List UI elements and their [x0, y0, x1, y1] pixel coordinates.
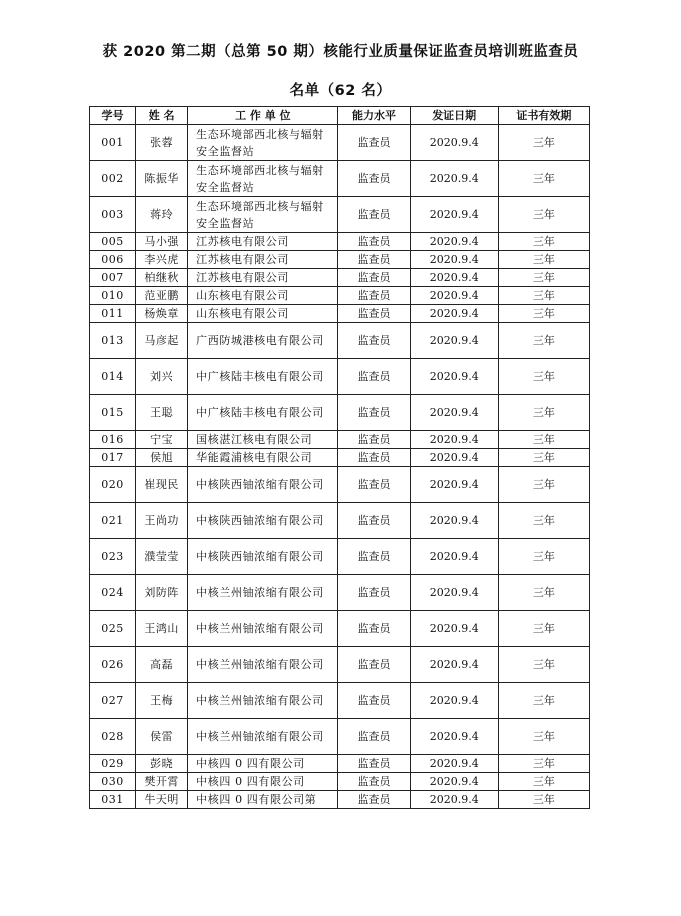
cell-name: 李兴虎 — [136, 251, 188, 269]
cell-name: 高磊 — [136, 647, 188, 683]
cell-validity: 三年 — [498, 125, 589, 161]
cell-level: 监查员 — [338, 755, 410, 773]
table-header-row — [90, 107, 590, 125]
table-row — [90, 251, 590, 269]
cell-date: 2020.9.4 — [410, 323, 498, 359]
cell-validity: 三年 — [498, 611, 589, 647]
col-header-id: 学号 — [90, 107, 136, 125]
cell-unit: 中核四 0 四有限公司第 — [188, 791, 338, 809]
cell-validity: 三年 — [498, 233, 589, 251]
col-header-name: 姓 名 — [136, 107, 188, 125]
cell-unit: 中核陕西铀浓缩有限公司 — [188, 467, 338, 503]
cell-validity: 三年 — [498, 683, 589, 719]
cell-id: 028 — [90, 719, 136, 755]
cell-level: 监查员 — [338, 287, 410, 305]
cell-id: 029 — [90, 755, 136, 773]
cell-date: 2020.9.4 — [410, 395, 498, 431]
cell-validity: 三年 — [498, 287, 589, 305]
cell-level: 监查员 — [338, 467, 410, 503]
cell-unit: 广西防城港核电有限公司 — [188, 323, 338, 359]
cell-id: 020 — [90, 467, 136, 503]
cell-level: 监查员 — [338, 323, 410, 359]
cell-date: 2020.9.4 — [410, 719, 498, 755]
cell-id: 007 — [90, 269, 136, 287]
cell-id: 017 — [90, 449, 136, 467]
cell-level: 监查员 — [338, 773, 410, 791]
cell-unit: 中核兰州铀浓缩有限公司 — [188, 575, 338, 611]
cell-date: 2020.9.4 — [410, 755, 498, 773]
cell-validity: 三年 — [498, 719, 589, 755]
cell-date: 2020.9.4 — [410, 683, 498, 719]
cell-id: 005 — [90, 233, 136, 251]
cell-id: 014 — [90, 359, 136, 395]
cell-name: 柏继秋 — [136, 269, 188, 287]
cell-date: 2020.9.4 — [410, 431, 498, 449]
cell-validity: 三年 — [498, 647, 589, 683]
cell-validity: 三年 — [498, 539, 589, 575]
cell-level: 监查员 — [338, 539, 410, 575]
col-header-date: 发证日期 — [410, 107, 498, 125]
cell-id: 011 — [90, 305, 136, 323]
cell-name: 王尚功 — [136, 503, 188, 539]
cell-validity: 三年 — [498, 575, 589, 611]
cell-name: 陈振华 — [136, 161, 188, 197]
cell-unit: 中核陕西铀浓缩有限公司 — [188, 539, 338, 575]
cell-date: 2020.9.4 — [410, 773, 498, 791]
cell-unit: 国核湛江核电有限公司 — [188, 431, 338, 449]
cell-name: 侯旭 — [136, 449, 188, 467]
cell-validity: 三年 — [498, 791, 589, 809]
cell-id: 002 — [90, 161, 136, 197]
cell-name: 杨焕章 — [136, 305, 188, 323]
cell-name: 崔现民 — [136, 467, 188, 503]
cell-validity: 三年 — [498, 467, 589, 503]
cell-id: 031 — [90, 791, 136, 809]
col-header-level: 能力水平 — [338, 107, 410, 125]
cell-id: 024 — [90, 575, 136, 611]
cell-name: 范亚鹏 — [136, 287, 188, 305]
cell-date: 2020.9.4 — [410, 287, 498, 305]
cell-name: 蒋玲 — [136, 197, 188, 233]
cell-name: 宁宝 — [136, 431, 188, 449]
cell-level: 监查员 — [338, 359, 410, 395]
cell-date: 2020.9.4 — [410, 449, 498, 467]
cell-date: 2020.9.4 — [410, 251, 498, 269]
cell-date: 2020.9.4 — [410, 467, 498, 503]
cell-validity: 三年 — [498, 305, 589, 323]
cell-name: 张蓉 — [136, 125, 188, 161]
cell-date: 2020.9.4 — [410, 359, 498, 395]
cell-id: 016 — [90, 431, 136, 449]
cell-id: 025 — [90, 611, 136, 647]
cell-unit: 中核兰州铀浓缩有限公司 — [188, 647, 338, 683]
cell-name: 王梅 — [136, 683, 188, 719]
cell-id: 030 — [90, 773, 136, 791]
cell-unit: 山东核电有限公司 — [188, 305, 338, 323]
table-row — [90, 125, 590, 161]
cell-level: 监查员 — [338, 449, 410, 467]
cell-name: 马小强 — [136, 233, 188, 251]
cell-name: 王聪 — [136, 395, 188, 431]
cell-id: 006 — [90, 251, 136, 269]
table-row — [90, 773, 590, 791]
cell-name: 刘防阵 — [136, 575, 188, 611]
cell-name: 马彦起 — [136, 323, 188, 359]
page-title: 获 2020 第二期（总第 50 期）核能行业质量保证监查员培训班监查员 — [102, 44, 579, 60]
cell-id: 021 — [90, 503, 136, 539]
cell-date: 2020.9.4 — [410, 791, 498, 809]
page-subtitle: 名单（62 名） — [289, 83, 392, 99]
table-row — [90, 467, 590, 503]
table-row — [90, 791, 590, 809]
cell-date: 2020.9.4 — [410, 269, 498, 287]
cell-id: 010 — [90, 287, 136, 305]
cell-validity: 三年 — [498, 251, 589, 269]
table-row — [90, 269, 590, 287]
cell-validity: 三年 — [498, 503, 589, 539]
cell-id: 001 — [90, 125, 136, 161]
col-header-validity: 证书有效期 — [498, 107, 589, 125]
cell-level: 监查员 — [338, 125, 410, 161]
cell-validity: 三年 — [498, 161, 589, 197]
cell-date: 2020.9.4 — [410, 197, 498, 233]
cell-level: 监查员 — [338, 431, 410, 449]
cell-id: 013 — [90, 323, 136, 359]
table-row — [90, 755, 590, 773]
cell-id: 023 — [90, 539, 136, 575]
table-row — [90, 161, 590, 197]
cell-level: 监查员 — [338, 197, 410, 233]
cell-date: 2020.9.4 — [410, 305, 498, 323]
cell-unit: 江苏核电有限公司 — [188, 233, 338, 251]
table-row — [90, 683, 590, 719]
cell-validity: 三年 — [498, 269, 589, 287]
cell-validity: 三年 — [498, 323, 589, 359]
cell-unit: 中核陕西铀浓缩有限公司 — [188, 503, 338, 539]
cell-unit: 中核兰州铀浓缩有限公司 — [188, 611, 338, 647]
cell-date: 2020.9.4 — [410, 161, 498, 197]
cell-id: 015 — [90, 395, 136, 431]
cell-level: 监查员 — [338, 611, 410, 647]
table-row — [90, 197, 590, 233]
table-row — [90, 305, 590, 323]
cell-date: 2020.9.4 — [410, 125, 498, 161]
cell-name: 濮莹莹 — [136, 539, 188, 575]
cell-unit: 华能霞浦核电有限公司 — [188, 449, 338, 467]
cell-unit: 中广核陆丰核电有限公司 — [188, 395, 338, 431]
cell-level: 监查员 — [338, 719, 410, 755]
cell-validity: 三年 — [498, 431, 589, 449]
cell-name: 王鸿山 — [136, 611, 188, 647]
table-row — [90, 323, 590, 359]
cell-date: 2020.9.4 — [410, 575, 498, 611]
cell-id: 026 — [90, 647, 136, 683]
cell-level: 监查员 — [338, 161, 410, 197]
cell-unit: 生态环境部西北核与辐射安全监督站 — [188, 125, 338, 161]
table-row — [90, 539, 590, 575]
cell-validity: 三年 — [498, 449, 589, 467]
cell-unit: 山东核电有限公司 — [188, 287, 338, 305]
cell-unit: 中核四 0 四有限公司 — [188, 773, 338, 791]
cell-level: 监查员 — [338, 395, 410, 431]
cell-name: 彭晓 — [136, 755, 188, 773]
table-row — [90, 503, 590, 539]
cell-level: 监查员 — [338, 683, 410, 719]
cell-date: 2020.9.4 — [410, 503, 498, 539]
table-row — [90, 719, 590, 755]
cell-unit: 生态环境部西北核与辐射安全监督站 — [188, 197, 338, 233]
roster-table — [89, 106, 590, 809]
cell-validity: 三年 — [498, 359, 589, 395]
table-row — [90, 233, 590, 251]
cell-date: 2020.9.4 — [410, 611, 498, 647]
cell-date: 2020.9.4 — [410, 233, 498, 251]
table-row — [90, 431, 590, 449]
cell-unit: 中核兰州铀浓缩有限公司 — [188, 719, 338, 755]
table-row — [90, 575, 590, 611]
table-row — [90, 359, 590, 395]
cell-unit: 生态环境部西北核与辐射安全监督站 — [188, 161, 338, 197]
cell-validity: 三年 — [498, 197, 589, 233]
cell-level: 监查员 — [338, 251, 410, 269]
table-row — [90, 449, 590, 467]
cell-name: 牛天明 — [136, 791, 188, 809]
cell-name: 樊开霄 — [136, 773, 188, 791]
cell-name: 刘兴 — [136, 359, 188, 395]
cell-id: 027 — [90, 683, 136, 719]
cell-level: 监查员 — [338, 233, 410, 251]
cell-unit: 中核四 0 四有限公司 — [188, 755, 338, 773]
table-row — [90, 395, 590, 431]
cell-date: 2020.9.4 — [410, 647, 498, 683]
cell-level: 监查员 — [338, 647, 410, 683]
cell-unit: 江苏核电有限公司 — [188, 251, 338, 269]
cell-validity: 三年 — [498, 755, 589, 773]
cell-level: 监查员 — [338, 503, 410, 539]
table-row — [90, 647, 590, 683]
cell-level: 监查员 — [338, 305, 410, 323]
col-header-unit: 工 作 单 位 — [188, 107, 338, 125]
cell-unit: 中广核陆丰核电有限公司 — [188, 359, 338, 395]
cell-level: 监查员 — [338, 791, 410, 809]
cell-level: 监查员 — [338, 575, 410, 611]
cell-date: 2020.9.4 — [410, 539, 498, 575]
cell-validity: 三年 — [498, 395, 589, 431]
cell-validity: 三年 — [498, 773, 589, 791]
cell-name: 侯雷 — [136, 719, 188, 755]
cell-level: 监查员 — [338, 269, 410, 287]
cell-unit: 中核兰州铀浓缩有限公司 — [188, 683, 338, 719]
table-row — [90, 611, 590, 647]
cell-unit: 江苏核电有限公司 — [188, 269, 338, 287]
table-row — [90, 287, 590, 305]
cell-id: 003 — [90, 197, 136, 233]
